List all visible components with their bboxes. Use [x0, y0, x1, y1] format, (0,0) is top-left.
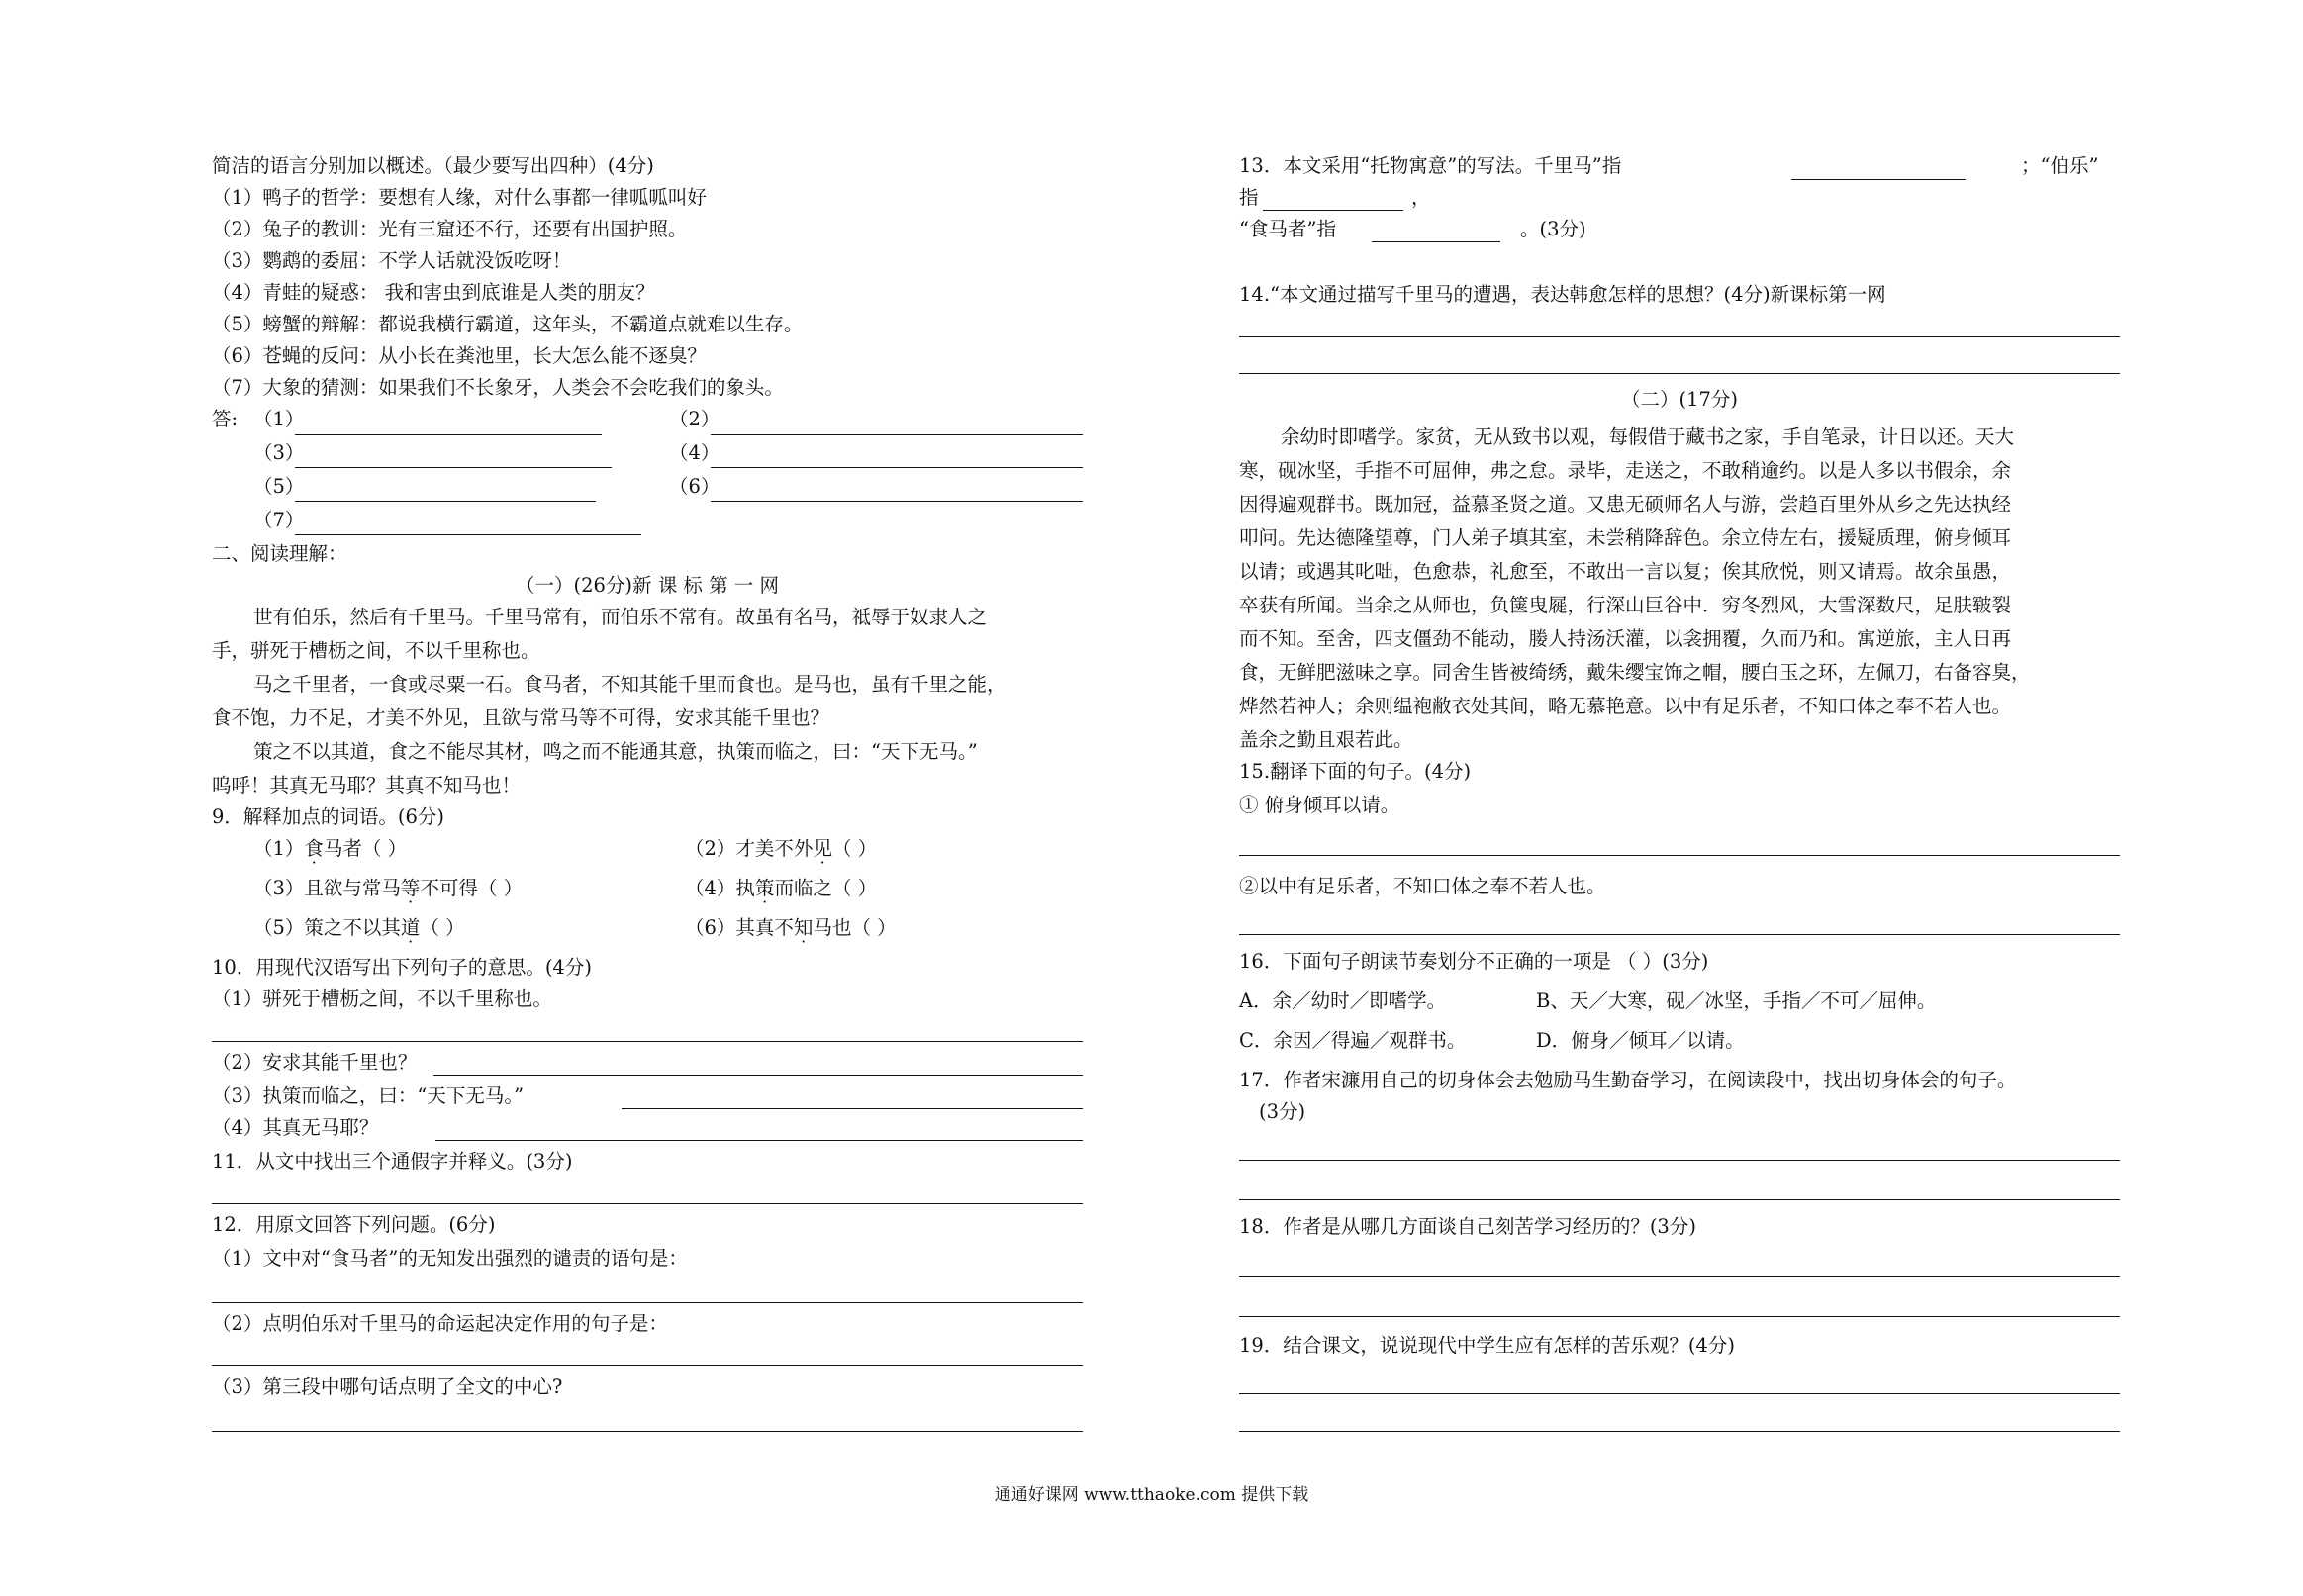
answer-blank[interactable] — [1791, 179, 1966, 180]
q10-item: （2）安求其能千里也？ — [212, 1051, 418, 1074]
question-10: 10．用现代汉语写出下列句子的意思。(4分) — [212, 956, 592, 979]
question-9: 9．解释加点的词语。(6分) — [212, 805, 445, 828]
q10-item: （4）其真无马耶？ — [212, 1116, 379, 1139]
part-title: （二）(17分) — [1620, 388, 1739, 411]
passage-line: 世有伯乐，然后有千里马。千里马常有，而伯乐不常有。故虽有名马，祗辱于奴隶人之 — [253, 606, 988, 628]
question-17-score: (3分) — [1259, 1100, 1306, 1123]
answer-line[interactable] — [1239, 1160, 2120, 1161]
answer-line[interactable] — [1239, 373, 2120, 374]
answer-line[interactable] — [1239, 934, 2120, 935]
answer-line[interactable] — [1239, 1316, 2120, 1317]
answer-line[interactable] — [1239, 336, 2120, 337]
answer-line[interactable] — [212, 1302, 1083, 1303]
answer-blank[interactable] — [1372, 241, 1500, 242]
answer-line[interactable] — [1239, 1199, 2120, 1200]
answer-label: 答: — [212, 408, 239, 430]
passage-line: 呜呼！其真无马耶？其真不知马也！ — [212, 774, 522, 797]
answer-num: （6） — [669, 475, 720, 498]
answer-line[interactable] — [1239, 1393, 2120, 1394]
answer-num: （3） — [253, 441, 305, 464]
answer-line[interactable] — [1239, 1276, 2120, 1277]
fable-item: （1）鸭子的哲学：要想有人缘，对什么事都一律呱呱叫好 — [212, 186, 707, 209]
q15-item: ① 俯身倾耳以请。 — [1239, 794, 1400, 816]
answer-blank-7[interactable] — [295, 534, 641, 535]
answer-num: （5） — [253, 475, 305, 498]
fable-item: （4）青蛙的疑惑： 我和害虫到底谁是人类的朋友？ — [212, 281, 655, 304]
q16-option-c: C．余因／得遍／观群书。 — [1239, 1029, 1467, 1052]
q9-item: （6）其真不知马也（ ） — [685, 916, 897, 939]
question-13-part: “食马者”指 — [1239, 218, 1336, 240]
passage-line: 以请；或遇其叱咄，色愈恭，礼愈至，不敢出一言以复；俟其欣悦，则又请焉。故余虽愚， — [1239, 560, 2012, 583]
passage-line: 策之不以其道，食之不能尽其材，鸣之而不能通其意，执策而临之，曰：“天下无马。” — [253, 740, 978, 763]
fable-item: （2）兔子的教训：光有三窟还不行，还要有出国护照。 — [212, 218, 688, 240]
question-17: 17．作者宋濂用自己的切身体会去勉励马生勤奋学习，在阅读段中，找出切身体会的句子。 — [1239, 1069, 2017, 1091]
answer-line[interactable] — [435, 1140, 1083, 1141]
question-18: 18．作者是从哪几方面谈自己刻苦学习经历的？(3分) — [1239, 1215, 1696, 1238]
answer-blank-1[interactable] — [295, 434, 602, 435]
footer-credit: 通通好课网 www.tthaoke.com 提供下载 — [994, 1485, 1309, 1505]
answer-line[interactable] — [212, 1203, 1083, 1204]
answer-line[interactable] — [1239, 1431, 2120, 1432]
passage-line: 因得遍观群书。既加冠，益慕圣贤之道。又患无硕师名人与游，尝趋百里外从乡之先达执经 — [1239, 493, 2012, 516]
question-11: 11．从文中找出三个通假字并释义。(3分) — [212, 1150, 573, 1173]
question-19: 19．结合课文，说说现代中学生应有怎样的苦乐观？(4分) — [1239, 1334, 1735, 1357]
answer-line[interactable] — [212, 1431, 1083, 1432]
q10-item: （3）执策而临之，曰：“天下无马。” — [212, 1084, 525, 1107]
passage-line: 食，无鲜肥滋味之享。同舍生皆被绮绣，戴朱缨宝饰之帽，腰白玉之环，左佩刀，右备容臭， — [1239, 661, 2031, 684]
fable-item: （5）螃蟹的辩解：都说我横行霸道，这年头，不霸道点就难以生存。 — [212, 313, 804, 335]
question-15: 15.翻译下面的句子。(4分) — [1239, 760, 1472, 783]
q9-item: （4）执策而临之（ ） — [685, 877, 878, 899]
part-title: （一）(26分)新 课 标 第 一 网 — [515, 574, 780, 597]
question-13-part: 。(3分) — [1520, 218, 1586, 240]
answer-blank-6[interactable] — [711, 501, 1083, 502]
passage-line: 叩问。先达德隆望尊，门人弟子填其室，未尝稍降辞色。余立侍左右，援疑质理，俯身倾耳 — [1239, 526, 2012, 549]
answer-num: （1） — [253, 408, 305, 430]
question-12: 12．用原文回答下列问题。(6分) — [212, 1213, 496, 1236]
question-13-part: ；“伯乐” — [2021, 154, 2099, 177]
answer-num: （2） — [669, 408, 720, 430]
q9-item: （5）策之不以其道（ ） — [253, 916, 465, 939]
section-heading: 二、阅读理解： — [212, 542, 347, 565]
answer-num: （4） — [669, 441, 720, 464]
q9-item: （2）才美不外见（ ） — [685, 837, 878, 860]
fable-item: （3）鹦鹉的委屈：不学人话就没饭吃呀！ — [212, 249, 572, 272]
q16-option-a: A．余／幼时／即嗜学。 — [1239, 989, 1447, 1012]
question-13-part: ， — [1411, 186, 1431, 209]
passage-line: 卒获有所闻。当余之从师也，负箧曳屣，行深山巨谷中．穷冬烈风，大雪深数尺，足肤皲裂 — [1239, 594, 2012, 616]
passage-line: 烨然若神人；余则缊袍敝衣处其间，略无慕艳意。以中有足乐者，不知口体之奉不若人也。 — [1239, 695, 2012, 717]
answer-line[interactable] — [622, 1108, 1083, 1109]
passage-line: 盖余之勤且艰若此。 — [1239, 728, 1413, 751]
question-16: 16．下面句子朗读节奏划分不正确的一项是 （ ）(3分) — [1239, 950, 1709, 973]
passage-line: 而不知。至舍，四支僵劲不能动，媵人持汤沃灌，以衾拥覆，久而乃和。寓逆旅，主人日再 — [1239, 627, 2012, 650]
answer-blank-5[interactable] — [295, 501, 596, 502]
answer-blank[interactable] — [1263, 210, 1403, 211]
passage-line: 马之千里者，一食或尽粟一石。食马者，不知其能千里而食也。是马也，虽有千里之能， — [253, 673, 1007, 696]
q16-option-d: D．俯身／倾耳／以请。 — [1536, 1029, 1745, 1052]
passage-line: 食不饱，力不足，才美不外见，且欲与常马等不可得，安求其能千里也？ — [212, 706, 830, 729]
answer-blank-4[interactable] — [711, 467, 1083, 468]
q9-item: （3）且欲与常马等不可得（ ） — [253, 877, 524, 899]
answer-blank-3[interactable] — [295, 467, 612, 468]
answer-line[interactable] — [1239, 855, 2120, 856]
question-14: 14.“本文通过描写千里马的遭遇，表达韩愈怎样的思想？(4分)新课标第一网 — [1239, 283, 1886, 306]
answer-num: （7） — [253, 509, 305, 531]
answer-line[interactable] — [433, 1075, 1083, 1076]
fable-item: （7）大象的猜测：如果我们不长象牙，人类会不会吃我们的象头。 — [212, 376, 784, 399]
question-13-part: 指 — [1239, 186, 1259, 209]
q16-option-b: B、天／大寒，砚／冰坚，手指／不可／屈伸。 — [1536, 989, 1937, 1012]
q12-item: （3）第三段中哪句话点明了全文的中心? — [212, 1375, 563, 1398]
passage-line: 寒，砚冰坚，手指不可屈伸，弗之怠。录毕，走送之，不敢稍逾约。以是人多以书假余，余 — [1239, 459, 2012, 482]
passage-line: 手，骈死于槽枥之间，不以千里称也。 — [212, 639, 540, 662]
answer-line[interactable] — [212, 1041, 1083, 1042]
passage-line: 余幼时即嗜学。家贫，无从致书以观，每假借于藏书之家，手自笔录，计日以还。天大 — [1281, 425, 2015, 448]
intro-text: 简洁的语言分别加以概述。（最少要写出四种）(4分) — [212, 154, 654, 177]
question-13: 13．本文采用“托物寓意”的写法。千里马”指 — [1239, 154, 1622, 177]
answer-line[interactable] — [212, 1365, 1083, 1366]
q12-item: （1）文中对“食马者”的无知发出强烈的谴责的语句是： — [212, 1247, 688, 1269]
answer-blank-2[interactable] — [711, 434, 1083, 435]
q9-item: （1）食马者（ ） — [253, 837, 408, 860]
q10-item: （1）骈死于槽枥之间，不以千里称也。 — [212, 987, 552, 1010]
q12-item: （2）点明伯乐对千里马的命运起决定作用的句子是： — [212, 1312, 668, 1335]
fable-item: （6）苍蝇的反问：从小长在粪池里，长大怎么能不逐臭？ — [212, 344, 707, 367]
q15-item: ②以中有足乐者，不知口体之奉不若人也。 — [1239, 875, 1606, 897]
